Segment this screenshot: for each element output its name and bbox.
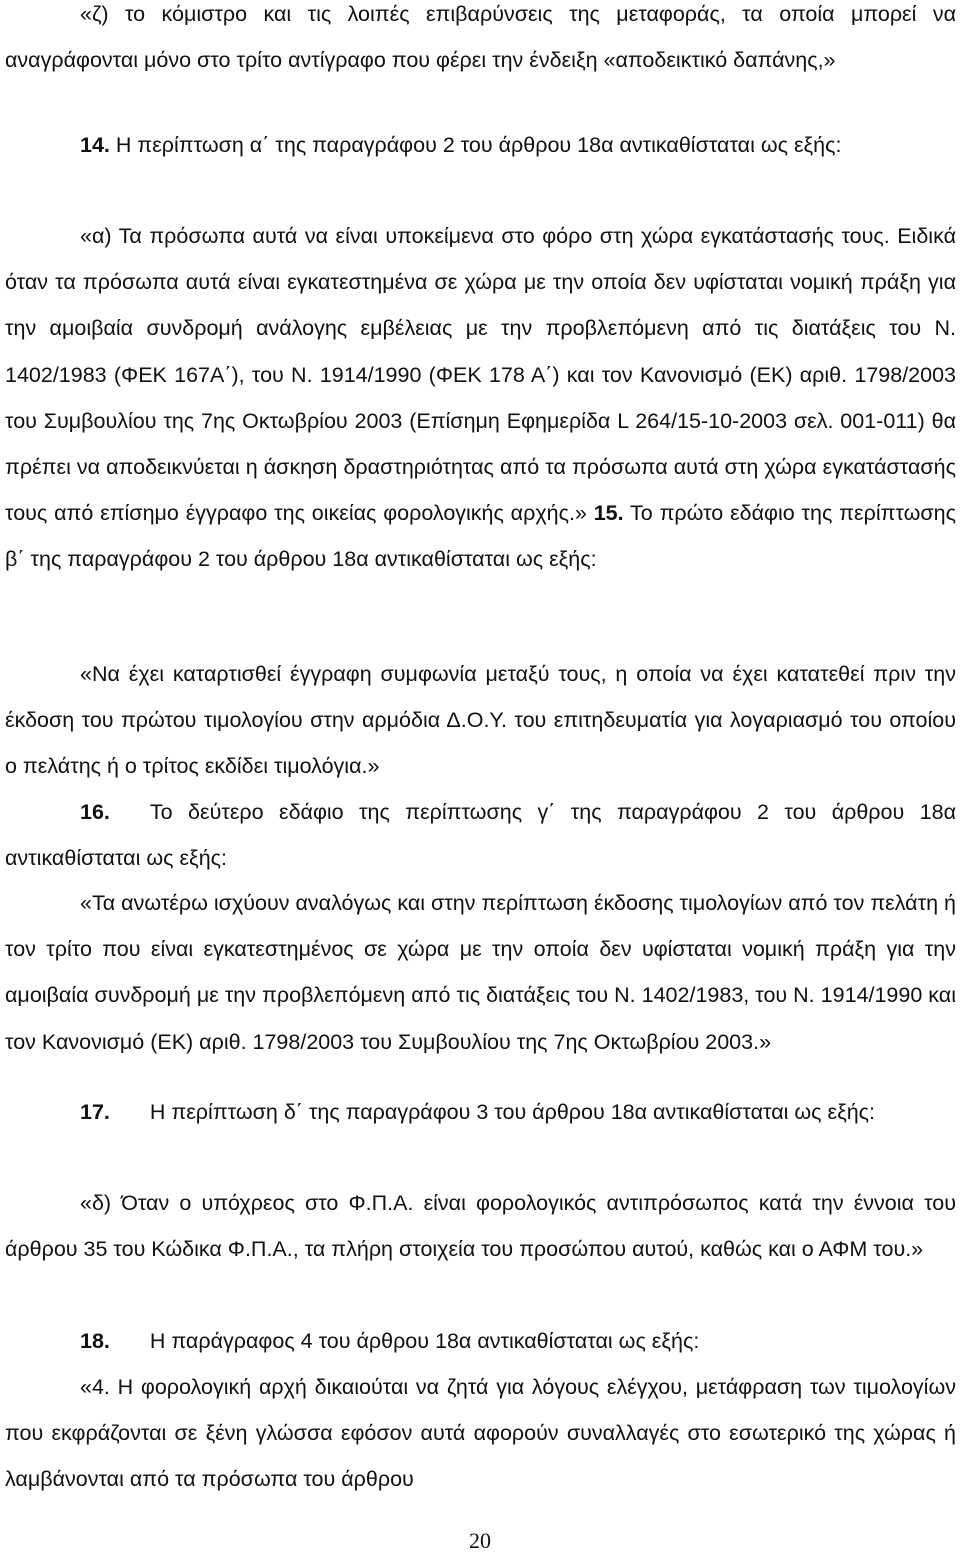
paragraph-17: 17. Η περίπτωση δ΄ της παραγράφου 3 του άρθρου 18α αντικαθίσταται ως εξής:: [80, 1100, 876, 1124]
paragraph-18: 18. Η παράγραφος 4 του άρθρου 18α αντικαθίσταται ως εξής:: [80, 1329, 700, 1353]
paragraph-item-d: «δ) Όταν ο υπόχρεος στο Φ.Π.Α. είναι φορολογικός αντιπρόσωπος κατά την έννοια του άρθρου 35 του Κώδικα Φ.Π.Α., τα πλήρη στοιχεία του προσώπου αυτού, καθώς και ο ΑΦΜ του.»: [5, 1191, 956, 1262]
item-number: 18.: [80, 1329, 110, 1353]
item-number: 17.: [80, 1100, 110, 1124]
paragraph-16: 16. Το δεύτερο εδάφιο της περίπτωσης γ΄ της παραγράφου 2 του άρθρου 18α αντικαθίσταται ως εξής:: [5, 800, 956, 871]
item-number: 15.: [593, 501, 624, 526]
paragraph-14: 14. Η περίπτωση α΄ της παραγράφου 2 του άρθρου 18α αντικαθίσταται ως εξής:: [80, 133, 842, 157]
item-number: 14.: [80, 133, 110, 157]
paragraph-invoices: «Τα ανωτέρω ισχύουν αναλόγως και στην περίπτωση έκδοσης τιμολογίων από τον πελάτη ή τον τρίτο που είναι εγκατεστημένος σε χώρα με την οποία δεν υφίσταται νομική πράξη για την αμοιβαία συνδρομή με την προβλεπόμενη από τις διατάξεις του Ν. 1402/1983, του Ν. 1914/1990 και τον Κανονισμό (ΕΚ) αριθ. 1798/2003 του Συμβουλίου της 7ης Οκτωβρίου 2003.»: [5, 891, 956, 1054]
paragraph-agreement: «Να έχει καταρτισθεί έγγραφη συμφωνία μεταξύ τους, η οποία να έχει κατατεθεί πριν την έκδοση του πρώτου τιμολογίου στην αρμόδια Δ.Ο.Υ. του επιτηδευματία για λογαριασμό του οποίου ο πελάτης ή ο τρίτος εκδίδει τιμολόγια.»: [5, 662, 956, 779]
item-number: 16.: [80, 800, 110, 824]
paragraph-4-translation: «4. Η φορολογική αρχή δικαιούται να ζητά για λόγους ελέγχου, μετάφραση των τιμολογίων που εκφράζονται σε ξένη γλώσσα εφόσον αυτά αφορούν συναλλαγές στο εσωτερικό της χώρας ή λαμβάνονται από τα πρόσωπα του άρθρου: [5, 1375, 956, 1492]
page-number: 20: [469, 1528, 491, 1553]
paragraph-item-z: «ζ) το κόμιστρο και τις λοιπές επιβαρύνσεις της μεταφοράς, τα οποία μπορεί να αναγράφονται μόνο στο τρίτο αντίγραφο που φέρει την ένδειξη «αποδεικτικό δαπάνης,»: [5, 2, 956, 73]
paragraph-item-a: «α) Τα πρόσωπα αυτά να είναι υποκείμενα στο φόρο στη χώρα εγκατάστασής τους. Ειδικά όταν τα πρόσωπα αυτά είναι εγκατεστημένα σε χώρα με την οποία δεν υφίσταται νομική πράξη για την αμοιβαία συνδρομή ανάλογης εμβέλειας με την προβλεπόμενη από τις διατάξεις του Ν. 1402/1983 (ΦΕΚ 167Α΄), του Ν. 1914/1990 (ΦΕΚ 178 Α΄) και τον Κανονισμό (ΕΚ) αριθ. 1798/2003 του Συμβουλίου της 7ης Οκτωβρίου 2003 (Επίσημη Εφημερίδα L 264/15-10-2003 σελ. 001-011) θα πρέπει να αποδεικνύεται η άσκηση δραστηριότητας από τα πρόσωπα αυτά στη χώρα εγκατάστασής τους από επίσημο έγγραφο της οικείας φορολογικής αρχής.» 15. Το πρώτο εδάφιο της περίπτωσης β΄ της παραγράφου 2 του άρθρου 18α αντικαθίσταται ως εξής:: [5, 224, 956, 572]
